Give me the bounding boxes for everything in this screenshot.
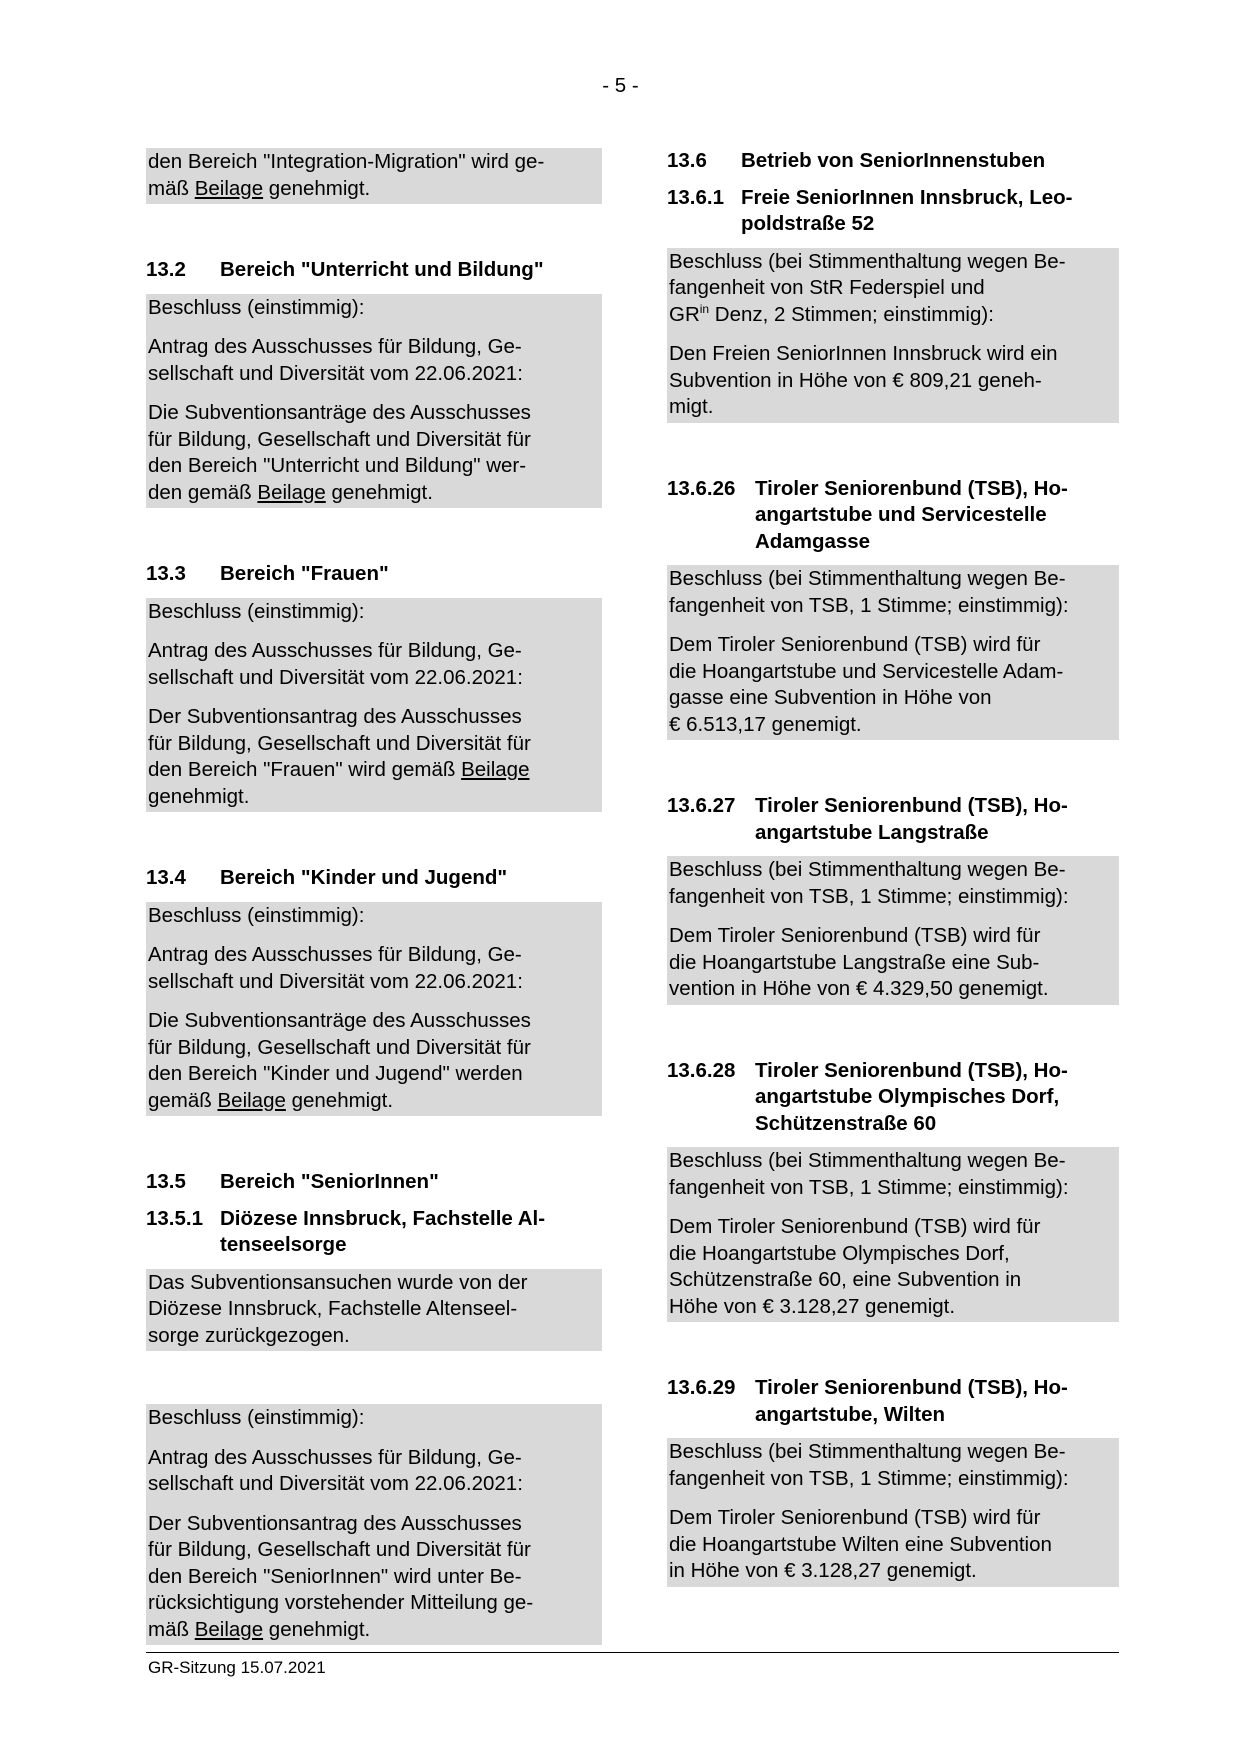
beschluss-label: Beschluss (einstimmig):	[148, 295, 365, 319]
decision-block-13-6-27	[667, 856, 1119, 1005]
section-title: Bereich "SeniorInnen"	[220, 1170, 439, 1193]
section-number: 13.2	[146, 258, 186, 281]
beschluss-label: Beschluss (einstimmig):	[148, 903, 365, 927]
section-title: Tiroler Seniorenbund (TSB), Ho- angartstube Olympisches Dorf, Schützenstraße 60	[755, 1058, 1068, 1135]
text-line: den Bereich "Integration-Migration" wird ge-	[148, 150, 545, 173]
decision-block-13-6-1	[667, 248, 1119, 423]
section-heading-13-6-26	[667, 476, 1119, 556]
section-heading-13-5	[146, 1169, 602, 1196]
beilage-link[interactable]: Beilage	[461, 758, 530, 781]
antrag-text: Antrag des Ausschusses für Bildung, Ge- sellschaft und Diversität vom 22.06.2021:	[148, 335, 523, 385]
section-heading-13-3	[146, 561, 602, 588]
beschluss-label: Beschluss (bei Stimmenthaltung wegen Be- fangenheit von StR Federspiel und $GR^{in}$ Denz, 2 Stimmen; einstimmig):	[669, 249, 1066, 326]
antrag-text: Antrag des Ausschusses für Bildung, Ge- sellschaft und Diversität vom 22.06.2021:	[148, 1445, 523, 1495]
section-heading-13-6	[667, 148, 1119, 175]
intro-block	[146, 148, 602, 204]
decision-text: Der Subventionsantrag des Ausschusses für Bildung, Gesellschaft und Diversität für den Bereich "SeniorInnen" wird unter Be- rücksichtigung vorstehender Mitteilung ge- mäß Beilage genehmigt.	[148, 1511, 534, 1641]
section-title: Tiroler Seniorenbund (TSB), Ho- angartstube Langstraße	[755, 794, 1068, 844]
beschluss-label: Beschluss (einstimmig):	[148, 599, 365, 623]
decision-block-13-3	[146, 598, 602, 813]
decision-block-13-6-28	[667, 1147, 1119, 1322]
antrag-text: Antrag des Ausschusses für Bildung, Ge- sellschaft und Diversität vom 22.06.2021:	[148, 639, 523, 689]
beschluss-label: Beschluss (bei Stimmenthaltung wegen Be- fangenheit von TSB, 1 Stimme; einstimmig):	[669, 1440, 1069, 1490]
section-number: 13.6.29	[667, 1376, 736, 1399]
decision-block-13-6-29	[667, 1438, 1119, 1587]
decision-text: Die Subventionsanträge des Ausschusses für Bildung, Gesellschaft und Diversität für den Bereich "Unterricht und Bildung" wer- den gemäß Beilage genehmigt.	[148, 401, 531, 504]
decision-text: Dem Tiroler Seniorenbund (TSB) wird für die Hoangartstube Olympisches Dorf, Schützenstraße 60, eine Subvention in Höhe von € 3.128,27 genemigt.	[669, 1215, 1041, 1318]
decision-text: Der Subventionsantrag des Ausschusses für Bildung, Gesellschaft und Diversität für den Bereich "Frauen" wird gemäß Beilage genehmigt.	[148, 705, 531, 808]
withdrawn-notice: Das Subventionsansuchen wurde von der Diözese Innsbruck, Fachstelle Altenseel- sorge zurückgezogen.	[146, 1269, 602, 1352]
section-heading-13-6-29	[667, 1375, 1119, 1428]
section-number: 13.5.1	[146, 1206, 203, 1230]
footer-divider	[146, 1652, 1119, 1653]
beilage-link[interactable]: Beilage	[194, 1617, 264, 1641]
decision-text: Dem Tiroler Seniorenbund (TSB) wird für die Hoangartstube Langstraße eine Sub- vention in Höhe von € 4.329,50 genemigt.	[669, 924, 1049, 1000]
section-number: 13.5	[146, 1170, 186, 1193]
decision-block-13-4	[146, 902, 602, 1117]
section-heading-13-5-1	[146, 1206, 602, 1259]
section-title: Bereich "Kinder und Jugend"	[220, 866, 508, 889]
section-number: 13.6.28	[667, 1058, 736, 1082]
decision-text: Die Subventionsanträge des Ausschusses für Bildung, Gesellschaft und Diversität für den Bereich "Kinder und Jugend" werden gemäß Beilage genehmigt.	[148, 1009, 531, 1112]
section-title: Diözese Innsbruck, Fachstelle Al- tenseelsorge	[220, 1206, 546, 1256]
section-heading-13-6-28	[667, 1058, 1119, 1138]
section-title: Betrieb von SeniorInnenstuben	[741, 149, 1046, 172]
beschluss-label: Beschluss (bei Stimmenthaltung wegen Be- fangenheit von TSB, 1 Stimme; einstimmig):	[669, 858, 1069, 908]
decision-block-13-5	[146, 1404, 602, 1645]
section-number: 13.6	[667, 149, 707, 172]
section-number: 13.6.27	[667, 794, 736, 817]
text-line: genehmigt.	[263, 176, 371, 200]
section-number: 13.4	[146, 866, 186, 889]
section-heading-13-6-1	[667, 185, 1119, 238]
beschluss-label: Beschluss (bei Stimmenthaltung wegen Be- fangenheit von TSB, 1 Stimme; einstimmig):	[669, 567, 1069, 617]
decision-block-13-2	[146, 294, 602, 509]
decision-block-13-6-26	[667, 565, 1119, 740]
section-number: 13.6.1	[667, 185, 724, 209]
section-title: Tiroler Seniorenbund (TSB), Ho- angartstube, Wilten	[755, 1376, 1068, 1426]
section-number: 13.6.26	[667, 476, 736, 500]
section-title: Bereich "Frauen"	[220, 562, 389, 585]
beilage-link[interactable]: Beilage	[257, 480, 326, 504]
section-number: 13.3	[146, 562, 186, 585]
section-heading-13-6-27	[667, 793, 1119, 846]
beschluss-label: Beschluss (einstimmig):	[148, 1406, 365, 1429]
decision-text: Den Freien SeniorInnen Innsbruck wird ein Subvention in Höhe von € 809,21 geneh- migt.	[669, 342, 1058, 418]
right-column	[667, 148, 1119, 1587]
decision-text: Dem Tiroler Seniorenbund (TSB) wird für die Hoangartstube und Servicestelle Adam- gasse eine Subvention in Höhe von € 6.513,17 genemigt.	[669, 633, 1064, 736]
section-heading-13-2	[146, 257, 602, 284]
section-heading-13-4	[146, 865, 602, 892]
footer-meeting-date: GR-Sitzung 15.07.2021	[148, 1658, 326, 1677]
left-column	[146, 148, 602, 1645]
decision-text: Dem Tiroler Seniorenbund (TSB) wird für die Hoangartstube Wilten eine Subvention in Höhe von € 3.128,27 genemigt.	[669, 1506, 1052, 1582]
section-title: Freie SeniorInnen Innsbruck, Leo- poldstraße 52	[741, 185, 1073, 235]
section-title: Bereich "Unterricht und Bildung"	[220, 258, 544, 281]
beilage-link[interactable]: Beilage	[194, 176, 264, 200]
section-title: Tiroler Seniorenbund (TSB), Ho- angartstube und Servicestelle Adamgasse	[755, 476, 1068, 553]
text-line: mäß	[148, 176, 195, 200]
beschluss-label: Beschluss (bei Stimmenthaltung wegen Be- fangenheit von TSB, 1 Stimme; einstimmig):	[669, 1149, 1069, 1199]
antrag-text: Antrag des Ausschusses für Bildung, Ge- sellschaft und Diversität vom 22.06.2021:	[148, 943, 523, 993]
page-number: - 5 -	[602, 74, 639, 97]
beilage-link[interactable]: Beilage	[217, 1088, 286, 1112]
